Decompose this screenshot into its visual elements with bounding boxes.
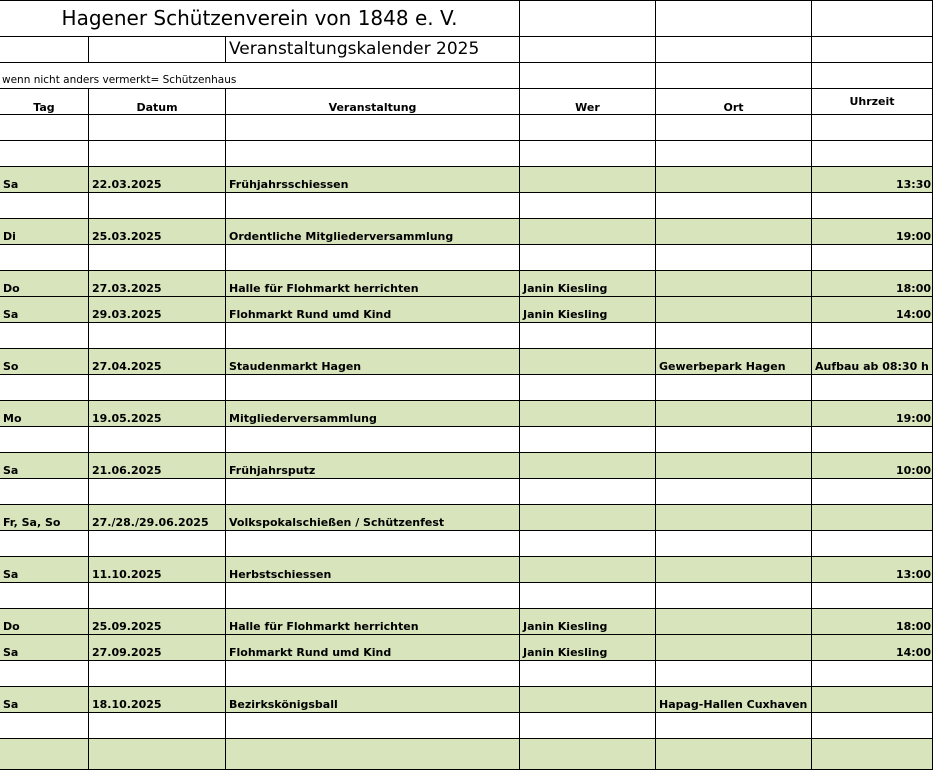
cell-uhrzeit[interactable] bbox=[812, 479, 933, 505]
cell-tag[interactable]: Fr, Sa, So bbox=[0, 505, 89, 531]
cell-tag[interactable] bbox=[0, 713, 89, 739]
empty-cell[interactable] bbox=[0, 37, 89, 63]
cell-uhrzeit[interactable] bbox=[812, 739, 933, 770]
cell-veranstaltung[interactable] bbox=[226, 375, 520, 401]
cell-veranstaltung[interactable] bbox=[226, 427, 520, 453]
cell-tag[interactable]: So bbox=[0, 349, 89, 375]
cell-uhrzeit[interactable] bbox=[812, 505, 933, 531]
cell-datum[interactable] bbox=[89, 531, 226, 557]
cell-veranstaltung[interactable] bbox=[226, 739, 520, 770]
cell-uhrzeit[interactable] bbox=[812, 687, 933, 713]
cell-wer[interactable] bbox=[520, 531, 656, 557]
cell-tag[interactable] bbox=[0, 661, 89, 687]
cell-tag[interactable] bbox=[0, 531, 89, 557]
cell-tag[interactable] bbox=[0, 141, 89, 167]
header-uhrzeit: Uhrzeit bbox=[812, 89, 933, 115]
cell-datum[interactable]: 19.05.2025 bbox=[89, 401, 226, 427]
cell-datum[interactable]: 27.04.2025 bbox=[89, 349, 226, 375]
cell-tag[interactable]: Sa bbox=[0, 635, 89, 661]
cell-uhrzeit[interactable]: 13:00 bbox=[812, 557, 933, 583]
cell-datum[interactable]: 18.10.2025 bbox=[89, 687, 226, 713]
cell-veranstaltung[interactable] bbox=[226, 661, 520, 687]
cell-uhrzeit[interactable]: 10:00 bbox=[812, 453, 933, 479]
cell-tag[interactable]: Sa bbox=[0, 297, 89, 323]
cell-ort[interactable] bbox=[656, 453, 812, 479]
cell-veranstaltung[interactable]: Herbstschiessen bbox=[226, 557, 520, 583]
cell-wer[interactable] bbox=[520, 713, 656, 739]
cell-ort[interactable] bbox=[656, 505, 812, 531]
cell-tag[interactable] bbox=[0, 739, 89, 770]
cell-veranstaltung[interactable] bbox=[226, 583, 520, 609]
cell-datum[interactable]: 27.09.2025 bbox=[89, 635, 226, 661]
cell-ort[interactable] bbox=[656, 609, 812, 635]
cell-veranstaltung[interactable] bbox=[226, 245, 520, 271]
cell-ort[interactable] bbox=[656, 219, 812, 245]
cell-veranstaltung[interactable]: Staudenmarkt Hagen bbox=[226, 349, 520, 375]
header-wer: Wer bbox=[520, 89, 656, 115]
cell-wer[interactable] bbox=[520, 427, 656, 453]
cell-wer[interactable] bbox=[520, 349, 656, 375]
cell-ort[interactable] bbox=[656, 323, 812, 349]
cell-datum[interactable]: 22.03.2025 bbox=[89, 167, 226, 193]
empty-cell[interactable] bbox=[656, 63, 812, 89]
cell-tag[interactable] bbox=[0, 479, 89, 505]
cell-wer[interactable] bbox=[520, 557, 656, 583]
cell-ort[interactable] bbox=[656, 141, 812, 167]
cell-veranstaltung[interactable] bbox=[226, 115, 520, 141]
header-ort: Ort bbox=[656, 89, 812, 115]
cell-tag[interactable] bbox=[0, 427, 89, 453]
cell-uhrzeit[interactable] bbox=[812, 583, 933, 609]
cell-uhrzeit[interactable] bbox=[812, 115, 933, 141]
cell-tag[interactable] bbox=[0, 115, 89, 141]
cell-veranstaltung[interactable]: Volkspokalschießen / Schützenfest bbox=[226, 505, 520, 531]
cell-ort[interactable] bbox=[656, 583, 812, 609]
cell-uhrzeit[interactable] bbox=[812, 375, 933, 401]
cell-datum[interactable] bbox=[89, 193, 226, 219]
header-tag: Tag bbox=[0, 89, 89, 115]
cell-wer[interactable] bbox=[520, 479, 656, 505]
cell-datum[interactable] bbox=[89, 739, 226, 770]
cell-veranstaltung[interactable]: Flohmarkt Rund umd Kind bbox=[226, 635, 520, 661]
cell-wer[interactable]: Janin Kiesling bbox=[520, 297, 656, 323]
empty-cell[interactable] bbox=[812, 37, 933, 63]
sheet-title: Hagener Schützenverein von 1848 e. V. bbox=[0, 0, 520, 37]
cell-uhrzeit[interactable]: 19:00 bbox=[812, 401, 933, 427]
cell-uhrzeit[interactable] bbox=[812, 427, 933, 453]
cell-tag[interactable] bbox=[0, 245, 89, 271]
cell-veranstaltung[interactable] bbox=[226, 713, 520, 739]
cell-veranstaltung[interactable]: Flohmarkt Rund umd Kind bbox=[226, 297, 520, 323]
cell-wer[interactable] bbox=[520, 193, 656, 219]
cell-tag[interactable] bbox=[0, 583, 89, 609]
cell-wer[interactable] bbox=[520, 687, 656, 713]
cell-tag[interactable]: Sa bbox=[0, 453, 89, 479]
cell-ort[interactable] bbox=[656, 661, 812, 687]
cell-datum[interactable] bbox=[89, 427, 226, 453]
cell-veranstaltung[interactable]: Halle für Flohmarkt herrichten bbox=[226, 609, 520, 635]
cell-uhrzeit[interactable]: 13:30 bbox=[812, 167, 933, 193]
cell-tag[interactable]: Di bbox=[0, 219, 89, 245]
cell-veranstaltung[interactable]: Frühjahrsschiessen bbox=[226, 167, 520, 193]
cell-tag[interactable]: Sa bbox=[0, 167, 89, 193]
cell-wer[interactable] bbox=[520, 453, 656, 479]
cell-wer[interactable] bbox=[520, 323, 656, 349]
cell-tag[interactable] bbox=[0, 323, 89, 349]
cell-wer[interactable]: Janin Kiesling bbox=[520, 635, 656, 661]
cell-uhrzeit[interactable] bbox=[812, 141, 933, 167]
cell-datum[interactable] bbox=[89, 245, 226, 271]
cell-ort[interactable] bbox=[656, 739, 812, 770]
cell-wer[interactable] bbox=[520, 115, 656, 141]
cell-uhrzeit[interactable]: 19:00 bbox=[812, 219, 933, 245]
cell-tag[interactable]: Do bbox=[0, 609, 89, 635]
cell-wer[interactable] bbox=[520, 505, 656, 531]
cell-uhrzeit[interactable] bbox=[812, 713, 933, 739]
empty-cell[interactable] bbox=[656, 0, 812, 37]
cell-datum[interactable]: 27./28./29.06.2025 bbox=[89, 505, 226, 531]
cell-ort[interactable] bbox=[656, 297, 812, 323]
cell-tag[interactable] bbox=[0, 193, 89, 219]
cell-datum[interactable] bbox=[89, 661, 226, 687]
cell-ort[interactable] bbox=[656, 193, 812, 219]
cell-tag[interactable]: Mo bbox=[0, 401, 89, 427]
empty-cell[interactable] bbox=[812, 0, 933, 37]
cell-wer[interactable] bbox=[520, 141, 656, 167]
cell-wer[interactable] bbox=[520, 661, 656, 687]
cell-tag[interactable]: Sa bbox=[0, 557, 89, 583]
empty-cell[interactable] bbox=[89, 37, 226, 63]
cell-ort[interactable] bbox=[656, 271, 812, 297]
cell-veranstaltung[interactable] bbox=[226, 141, 520, 167]
cell-datum[interactable] bbox=[89, 375, 226, 401]
cell-wer[interactable] bbox=[520, 167, 656, 193]
cell-datum[interactable]: 25.09.2025 bbox=[89, 609, 226, 635]
empty-cell[interactable] bbox=[656, 37, 812, 63]
sheet-subtitle: Veranstaltungskalender 2025 bbox=[226, 37, 520, 63]
cell-datum[interactable]: 27.03.2025 bbox=[89, 271, 226, 297]
cell-datum[interactable] bbox=[89, 479, 226, 505]
cell-ort[interactable] bbox=[656, 531, 812, 557]
cell-datum[interactable] bbox=[89, 713, 226, 739]
cell-datum[interactable] bbox=[89, 323, 226, 349]
cell-veranstaltung[interactable]: Bezirkskönigsball bbox=[226, 687, 520, 713]
cell-datum[interactable]: 21.06.2025 bbox=[89, 453, 226, 479]
empty-cell[interactable] bbox=[520, 37, 656, 63]
cell-ort[interactable] bbox=[656, 115, 812, 141]
cell-ort[interactable]: Gewerbepark Hagen bbox=[656, 349, 812, 375]
cell-veranstaltung[interactable]: Frühjahrsputz bbox=[226, 453, 520, 479]
cell-uhrzeit[interactable] bbox=[812, 661, 933, 687]
cell-ort[interactable] bbox=[656, 479, 812, 505]
cell-datum[interactable]: 29.03.2025 bbox=[89, 297, 226, 323]
cell-uhrzeit[interactable]: Aufbau ab 08:30 h bbox=[812, 349, 933, 375]
cell-datum[interactable]: 11.10.2025 bbox=[89, 557, 226, 583]
cell-wer[interactable] bbox=[520, 219, 656, 245]
cell-veranstaltung[interactable] bbox=[226, 323, 520, 349]
cell-uhrzeit[interactable] bbox=[812, 531, 933, 557]
cell-ort[interactable] bbox=[656, 635, 812, 661]
cell-datum[interactable] bbox=[89, 141, 226, 167]
empty-cell[interactable] bbox=[812, 63, 933, 89]
cell-wer[interactable] bbox=[520, 245, 656, 271]
cell-uhrzeit[interactable] bbox=[812, 323, 933, 349]
cell-veranstaltung[interactable] bbox=[226, 193, 520, 219]
location-note: wenn nicht anders vermerkt= Schützenhaus bbox=[0, 63, 520, 89]
cell-wer[interactable] bbox=[520, 583, 656, 609]
cell-wer[interactable]: Janin Kiesling bbox=[520, 609, 656, 635]
cell-veranstaltung[interactable] bbox=[226, 531, 520, 557]
cell-veranstaltung[interactable]: Ordentliche Mitgliederversammlung bbox=[226, 219, 520, 245]
cell-tag[interactable]: Do bbox=[0, 271, 89, 297]
empty-cell[interactable] bbox=[520, 63, 656, 89]
cell-veranstaltung[interactable]: Mitgliederversammlung bbox=[226, 401, 520, 427]
cell-uhrzeit[interactable]: 18:00 bbox=[812, 271, 933, 297]
cell-wer[interactable] bbox=[520, 739, 656, 770]
cell-datum[interactable] bbox=[89, 583, 226, 609]
cell-wer[interactable] bbox=[520, 401, 656, 427]
cell-ort[interactable] bbox=[656, 375, 812, 401]
cell-veranstaltung[interactable] bbox=[226, 479, 520, 505]
header-datum: Datum bbox=[89, 89, 226, 115]
cell-tag[interactable] bbox=[0, 375, 89, 401]
cell-uhrzeit[interactable] bbox=[812, 245, 933, 271]
header-veranstaltung: Veranstaltung bbox=[226, 89, 520, 115]
cell-veranstaltung[interactable]: Halle für Flohmarkt herrichten bbox=[226, 271, 520, 297]
cell-wer[interactable]: Janin Kiesling bbox=[520, 271, 656, 297]
cell-wer[interactable] bbox=[520, 375, 656, 401]
cell-ort[interactable] bbox=[656, 427, 812, 453]
cell-ort[interactable]: Hapag-Hallen Cuxhaven bbox=[656, 687, 812, 713]
cell-tag[interactable]: Sa bbox=[0, 687, 89, 713]
empty-cell[interactable] bbox=[520, 0, 656, 37]
cell-uhrzeit[interactable]: 18:00 bbox=[812, 609, 933, 635]
cell-ort[interactable] bbox=[656, 245, 812, 271]
cell-datum[interactable] bbox=[89, 115, 226, 141]
cell-ort[interactable] bbox=[656, 557, 812, 583]
cell-uhrzeit[interactable]: 14:00 bbox=[812, 635, 933, 661]
cell-uhrzeit[interactable]: 14:00 bbox=[812, 297, 933, 323]
cell-ort[interactable] bbox=[656, 713, 812, 739]
cell-ort[interactable] bbox=[656, 401, 812, 427]
cell-uhrzeit[interactable] bbox=[812, 193, 933, 219]
cell-ort[interactable] bbox=[656, 167, 812, 193]
cell-datum[interactable]: 25.03.2025 bbox=[89, 219, 226, 245]
